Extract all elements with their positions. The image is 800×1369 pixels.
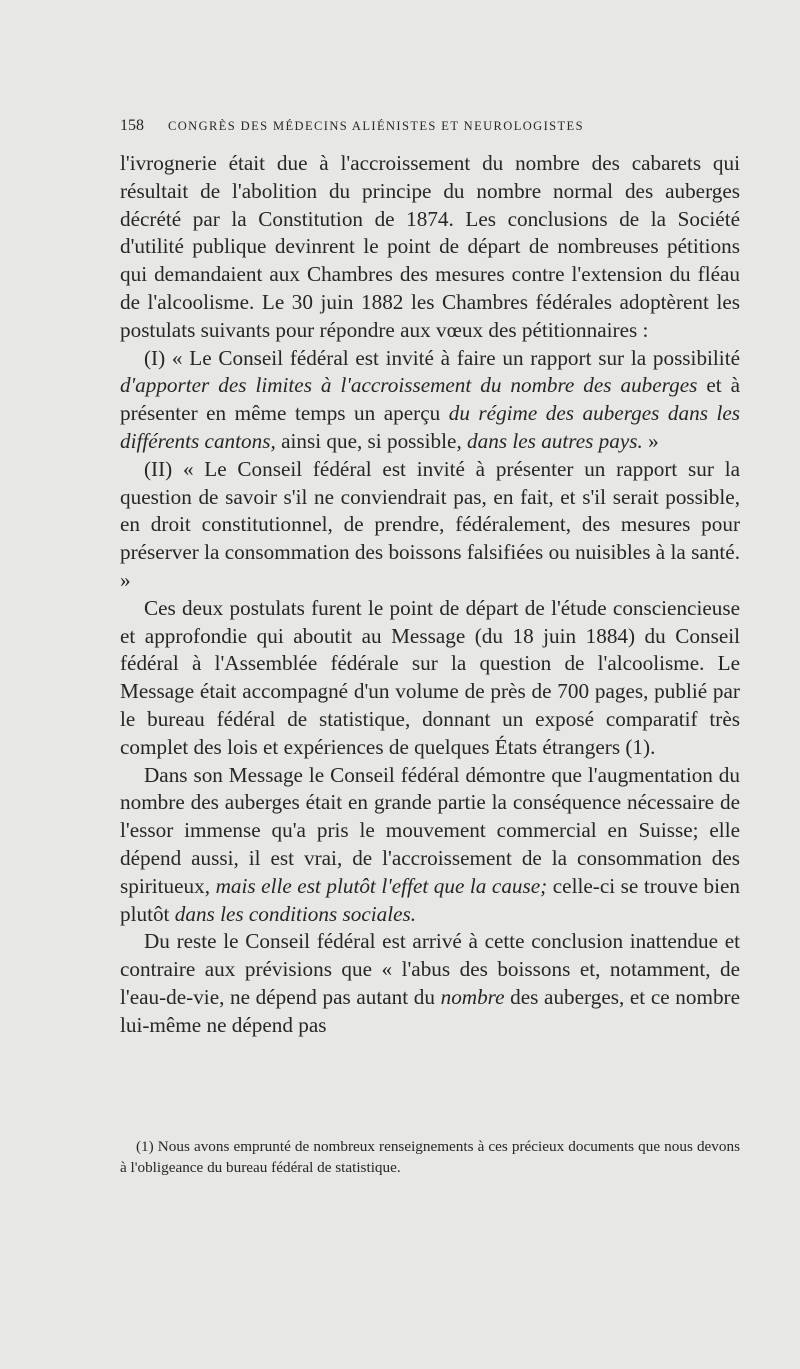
paragraph [120, 595, 740, 762]
italic-run: mais elle est plutôt l'effet que la cause; [215, 873, 548, 898]
text-run: (II) « Le Conseil fédéral est invité à présenter un rapport sur la question de savoir s'il ne conviendrait pas, en fait, et s'il serait possible, en droit constitutionnel, de prendre, fédéralement, des mesures pour préserver la consommation des boissons falsifiées ou nuisibles à la santé. » [120, 456, 740, 592]
paragraph [120, 150, 740, 345]
text-run: (I) « Le Conseil fédéral est invité à faire un rapport sur la possibilité [144, 345, 740, 370]
italic-run: dans les conditions sociales. [174, 901, 417, 926]
paragraph [120, 456, 740, 595]
text-run: celle-ci se trouve bien plutôt [120, 873, 740, 926]
text-run: Dans son Message le Conseil fédéral démontre que l'augmentation du nombre des auberges était en grande partie la conséquence nécessaire de l'essor immense qu'a pris le mouvement commercial en Suisse; elle dépend aussi, il est vrai, de l'accroissement de la consommation des spiritueux, [120, 762, 740, 898]
paragraph [120, 762, 740, 929]
text-run: » [642, 428, 659, 453]
footnote [120, 1136, 740, 1178]
paragraph [120, 345, 740, 456]
text-run: des auberges, et ce nombre lui-même ne dépend pas [120, 984, 740, 1037]
italic-run: nombre [440, 984, 505, 1009]
page-number: 158 [120, 117, 144, 134]
paragraph [120, 928, 740, 1039]
running-title: CONGRÈS DES MÉDECINS ALIÉNISTES ET NEUROLOGISTES [168, 119, 584, 133]
text-run: Du reste le Conseil fédéral est arrivé à cette conclusion inattendue et contraire aux prévisions que « l'abus des boissons et, notamment, de l'eau-de-vie, ne dépend pas autant du [120, 929, 740, 1009]
running-header [120, 116, 740, 136]
text-run: ainsi que, si possible, [275, 428, 468, 453]
text-run: et à présenter en même temps un aperçu [120, 373, 741, 426]
body-text [120, 150, 740, 1040]
footnote-text: (1) Nous avons emprunté de nombreux renseignements à ces précieux documents que nous devons à l'obligeance du bureau fédéral de statistique. [120, 1138, 740, 1176]
italic-run: du régime des auberges dans les différents cantons, [120, 401, 740, 453]
text-run: Ces deux postulats furent le point de départ de l'étude consciencieuse et approfondie qui aboutit au Message (du 18 juin 1884) du Conseil fédéral à l'Assemblée fédérale sur la question de l'alcoolisme. Le Message était accompagné d'un volume de près de 700 pages, publié par le bureau fédéral de statistique, donnant un exposé comparatif très complet des lois et expériences de quelques États étrangers (1). [120, 595, 740, 759]
text-run: l'ivrognerie était due à l'accroissement du nombre des cabarets qui résultait de l'abolition du principe du nombre normal des auberges décrété par la Constitution de 1874. Les conclusions de la Société d'utilité publique devinrent le point de départ de nombreuses pétitions qui demandaient aux Chambres des mesures contre l'extension du fléau de l'alcoolisme. Le 30 juin 1882 les Chambres fédérales adoptèrent les postulats suivants pour répondre aux vœux des pétitionnaires : [120, 151, 740, 342]
italic-run: dans les autres pays. [467, 428, 643, 453]
italic-run: d'apporter des limites à l'accroissement du nombre des auberges [120, 373, 698, 398]
